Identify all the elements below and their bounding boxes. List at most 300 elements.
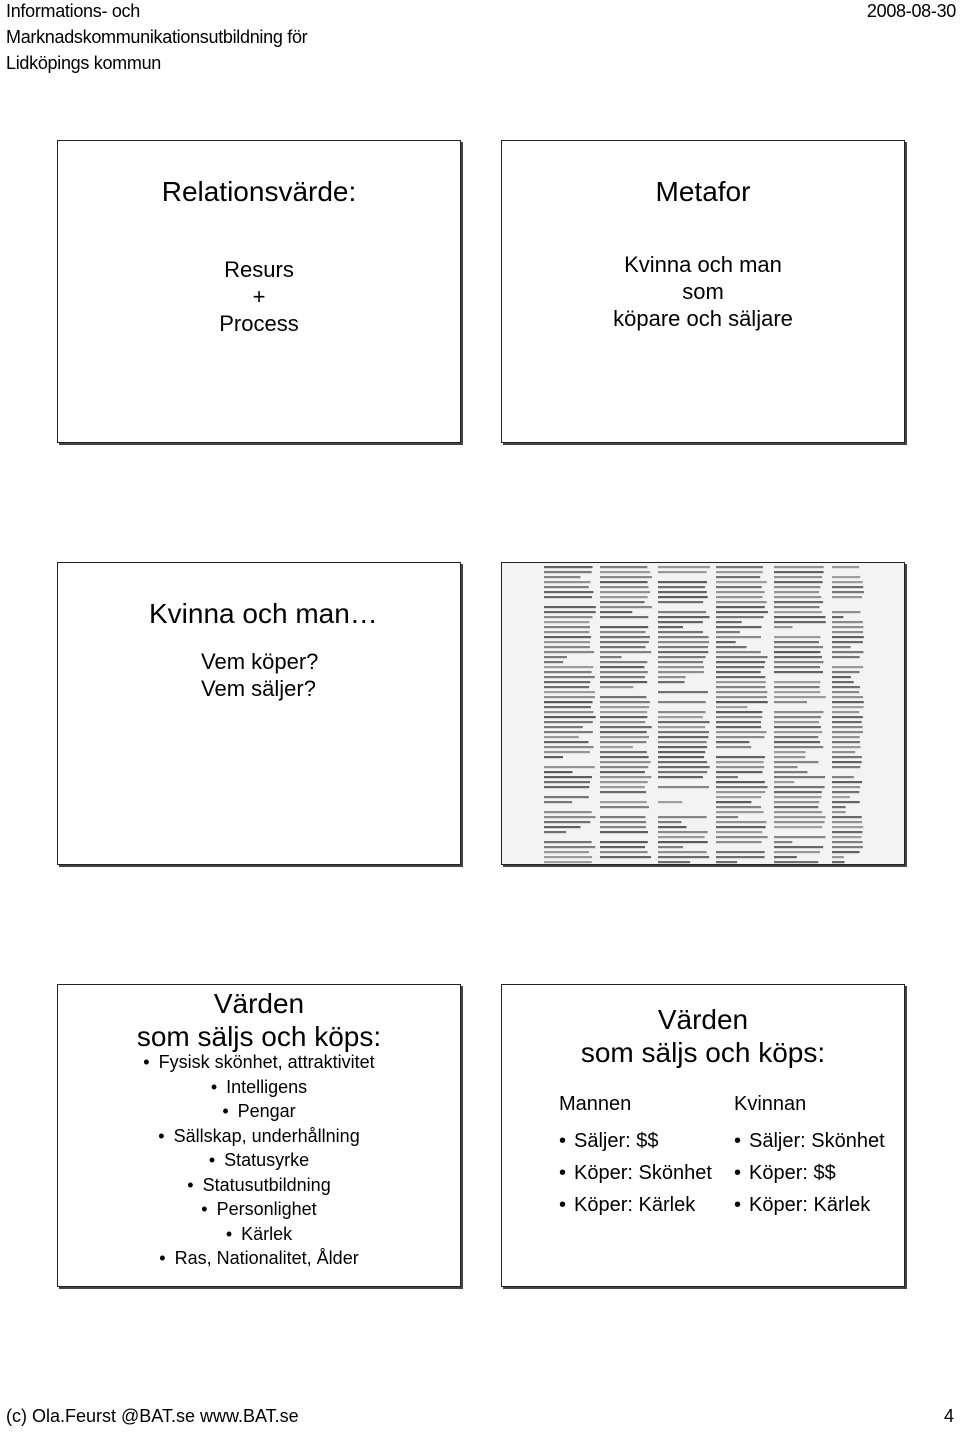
slide-kvinna-och-man <box>57 562 461 865</box>
newspaper-text-line <box>832 831 862 833</box>
newspaper-text-line <box>544 626 590 628</box>
slide-varden-comparison <box>501 984 905 1287</box>
newspaper-text-line <box>716 616 764 618</box>
newspaper-text-line <box>832 616 843 618</box>
newspaper-text-line <box>832 806 846 808</box>
newspaper-text-line <box>658 581 707 583</box>
newspaper-text-line <box>832 711 859 713</box>
newspaper-text-line <box>600 646 646 648</box>
newspaper-text-line <box>600 566 647 568</box>
newspaper-text-line <box>832 581 863 583</box>
newspaper-text-line <box>832 691 859 693</box>
newspaper-text-line <box>544 611 596 613</box>
newspaper-text-line <box>716 706 747 708</box>
bullet-item: • Fysisk skönhet, attraktivitet <box>58 1050 460 1075</box>
newspaper-text-line <box>774 636 821 638</box>
newspaper-text-line <box>716 791 765 793</box>
newspaper-text-line <box>774 726 821 728</box>
newspaper-text-line <box>832 646 851 648</box>
newspaper-text-line <box>544 856 592 858</box>
newspaper-text-line <box>544 736 579 738</box>
newspaper-text-line <box>716 816 738 818</box>
newspaper-text-line <box>716 631 740 633</box>
newspaper-text-line <box>774 621 826 623</box>
newspaper-text-line <box>600 626 648 628</box>
bullet-list <box>58 1050 460 1271</box>
newspaper-text-line <box>716 621 742 623</box>
newspaper-text-line <box>544 756 563 758</box>
newspaper-text-line <box>716 806 761 808</box>
newspaper-text-line <box>600 791 646 793</box>
newspaper-text-line <box>832 706 864 708</box>
newspaper-text-line <box>544 631 589 633</box>
bullet-item: • Ras, Nationalitet, Ålder <box>58 1246 460 1271</box>
newspaper-text-line <box>774 696 826 698</box>
newspaper-text-line <box>658 751 705 753</box>
newspaper-text-line <box>832 696 863 698</box>
newspaper-text-line <box>544 821 590 823</box>
newspaper-text-line <box>716 586 762 588</box>
newspaper-text-line <box>716 656 768 658</box>
newspaper-text-line <box>544 696 595 698</box>
newspaper-text-line <box>774 661 824 663</box>
newspaper-text-line <box>832 821 862 823</box>
newspaper-text-line <box>716 786 768 788</box>
newspaper-text-line <box>544 771 573 773</box>
slide-title-line: Värden <box>213 988 305 1019</box>
newspaper-text-line <box>658 631 703 633</box>
newspaper-text-line <box>600 671 648 673</box>
newspaper-text-line <box>716 611 768 613</box>
newspaper-text-line <box>832 636 864 638</box>
newspaper-text-line <box>716 661 765 663</box>
newspaper-text-line <box>600 841 648 843</box>
newspaper-text-line <box>600 731 647 733</box>
newspaper-text-line <box>544 646 590 648</box>
newspaper-text-line <box>544 841 592 843</box>
newspaper-text-line <box>774 816 826 818</box>
newspaper-text-line <box>544 851 589 853</box>
newspaper-text-line <box>600 711 647 713</box>
newspaper-text-line <box>774 626 793 628</box>
newspaper-text-line <box>832 576 860 578</box>
column-item: • Köper: Kärlek <box>559 1189 712 1221</box>
column-kvinnan <box>734 1091 885 1221</box>
newspaper-text-line <box>544 781 590 783</box>
newspaper-text-line <box>774 596 821 598</box>
newspaper-text-line <box>832 851 860 853</box>
newspaper-text-line <box>716 826 766 828</box>
newspaper-text-line <box>658 656 706 658</box>
newspaper-text-line <box>544 816 596 818</box>
newspaper-text-line <box>832 841 863 843</box>
newspaper-text-line <box>544 686 589 688</box>
newspaper-text-line <box>716 821 767 823</box>
newspaper-text-line <box>544 811 592 813</box>
newspaper-text-line <box>600 606 652 608</box>
newspaper-text-line <box>774 746 823 748</box>
newspaper-text-line <box>774 851 820 853</box>
newspaper-text-line <box>832 856 844 858</box>
newspaper-text-line <box>600 571 650 573</box>
newspaper-text-line <box>774 721 819 723</box>
newspaper-text-line <box>774 616 826 618</box>
slide-line: som <box>682 279 724 304</box>
slide-title-line: Värden <box>657 1004 749 1035</box>
newspaper-text-line <box>774 791 822 793</box>
newspaper-text-line <box>658 731 709 733</box>
newspaper-text-line <box>600 746 633 748</box>
newspaper-text-line <box>716 686 765 688</box>
newspaper-text-line <box>716 606 765 608</box>
newspaper-text-line <box>716 726 761 728</box>
column-heading: Kvinnan <box>734 1093 807 1115</box>
column-item: • Köper: Kärlek <box>734 1189 885 1221</box>
newspaper-text-line <box>832 666 863 668</box>
newspaper-text-line <box>600 831 648 833</box>
newspaper-text-line <box>600 631 646 633</box>
column-heading: Mannen <box>559 1093 632 1115</box>
bullet-item: • Statusyrke <box>58 1148 460 1173</box>
newspaper-text-line <box>832 836 861 838</box>
newspaper-text-line <box>544 801 572 803</box>
newspaper-text-line <box>832 751 855 753</box>
slide-line: Resurs <box>224 257 294 282</box>
newspaper-text-line <box>544 671 592 673</box>
newspaper-text-line <box>832 651 864 653</box>
newspaper-text-line <box>600 586 649 588</box>
newspaper-text-line <box>658 861 690 863</box>
newspaper-personal-ads-image <box>542 563 866 865</box>
newspaper-text-line <box>832 861 845 863</box>
newspaper-text-line <box>774 861 818 863</box>
slide-body <box>502 251 904 332</box>
newspaper-text-line <box>600 736 649 738</box>
newspaper-text-line <box>832 811 846 813</box>
newspaper-text-line <box>544 596 592 598</box>
newspaper-text-line <box>658 821 682 823</box>
newspaper-text-line <box>600 781 648 783</box>
newspaper-text-line <box>774 751 806 753</box>
newspaper-text-line <box>832 781 862 783</box>
newspaper-text-line <box>716 776 738 778</box>
newspaper-text-line <box>544 586 589 588</box>
newspaper-text-line <box>832 826 863 828</box>
newspaper-text-line <box>544 641 590 643</box>
newspaper-text-line <box>716 771 763 773</box>
newspaper-text-line <box>716 811 764 813</box>
newspaper-text-line <box>544 831 566 833</box>
newspaper-text-line <box>832 566 859 568</box>
slide-line: + <box>252 284 266 309</box>
bullet-item: • Statusutbildning <box>58 1173 460 1198</box>
newspaper-text-line <box>774 716 821 718</box>
newspaper-text-line <box>774 796 822 798</box>
newspaper-text-line <box>600 721 645 723</box>
newspaper-text-line <box>716 801 751 803</box>
newspaper-text-line <box>600 666 644 668</box>
newspaper-text-line <box>774 611 822 613</box>
header-line: Marknadskommunikationsutbildning för <box>6 27 308 47</box>
newspaper-text-line <box>544 786 589 788</box>
newspaper-text-line <box>774 821 825 823</box>
newspaper-text-line <box>774 786 825 788</box>
slide-title: Kvinna och man… <box>149 598 378 629</box>
slide-varden-list <box>57 984 461 1287</box>
newspaper-text-line <box>658 621 703 623</box>
newspaper-text-line <box>658 601 703 603</box>
newspaper-text-line <box>774 806 818 808</box>
newspaper-text-line <box>658 726 705 728</box>
newspaper-text-line <box>774 841 792 843</box>
newspaper-text-line <box>544 751 590 753</box>
newspaper-text-line <box>716 666 764 668</box>
newspaper-text-line <box>832 621 863 623</box>
newspaper-text-line <box>774 581 823 583</box>
newspaper-text-line <box>716 641 736 643</box>
newspaper-text-line <box>774 811 822 813</box>
newspaper-text-line <box>774 656 822 658</box>
newspaper-text-line <box>832 596 862 598</box>
newspaper-text-line <box>774 576 822 578</box>
newspaper-text-line <box>716 721 761 723</box>
newspaper-text-line <box>832 731 863 733</box>
slide-relationsvarde <box>57 140 461 443</box>
newspaper-text-line <box>716 736 764 738</box>
newspaper-text-line <box>832 676 851 678</box>
newspaper-text-line <box>544 731 593 733</box>
slide-title-line: som säljs och köps: <box>580 1037 826 1068</box>
newspaper-text-line <box>658 596 708 598</box>
newspaper-text-line <box>658 756 704 758</box>
newspaper-text-line <box>832 786 860 788</box>
header-line: Informations- och <box>6 1 140 21</box>
newspaper-text-line <box>658 616 710 618</box>
slide-title: Metafor <box>655 176 751 207</box>
newspaper-text-line <box>658 681 685 683</box>
newspaper-text-line <box>658 856 709 858</box>
slide-body <box>58 256 460 337</box>
newspaper-text-line <box>716 571 763 573</box>
slide-title: Relationsvärde: <box>161 176 357 207</box>
newspaper-text-line <box>832 681 854 683</box>
newspaper-text-line <box>774 736 818 738</box>
newspaper-text-line <box>774 781 794 783</box>
newspaper-text-line <box>774 731 822 733</box>
newspaper-text-line <box>774 651 820 653</box>
newspaper-text-line <box>600 856 651 858</box>
newspaper-text-line <box>600 846 645 848</box>
newspaper-text-line <box>544 706 591 708</box>
slide-line: Vem köper? <box>201 649 319 674</box>
newspaper-text-line <box>774 756 805 758</box>
bullet-item: • Pengar <box>58 1099 460 1124</box>
newspaper-text-line <box>832 816 862 818</box>
newspaper-text-line <box>600 741 646 743</box>
newspaper-text-line <box>600 701 650 703</box>
page-number: 4 <box>943 1406 954 1426</box>
newspaper-text-line <box>832 586 863 588</box>
newspaper-text-line <box>658 691 708 693</box>
newspaper-text-line <box>658 701 706 703</box>
newspaper-text-line <box>544 606 596 608</box>
newspaper-text-line <box>832 641 863 643</box>
newspaper-text-line <box>832 656 860 658</box>
newspaper-text-line <box>716 796 761 798</box>
newspaper-text-line <box>832 756 862 758</box>
newspaper-text-line <box>544 676 595 678</box>
newspaper-text-line <box>544 826 581 828</box>
newspaper-text-line <box>544 666 593 668</box>
newspaper-text-line <box>658 836 705 838</box>
newspaper-text-line <box>658 651 708 653</box>
newspaper-text-line <box>544 716 596 718</box>
newspaper-text-line <box>774 761 818 763</box>
newspaper-text-line <box>774 836 825 838</box>
newspaper-text-line <box>658 771 707 773</box>
newspaper-text-line <box>716 781 765 783</box>
newspaper-text-line <box>658 586 705 588</box>
slide-title-line: som säljs och köps: <box>136 1021 382 1052</box>
header-line: Lidköpings kommun <box>6 53 161 73</box>
newspaper-text-line <box>658 646 708 648</box>
bullet-item: • Sällskap, underhållning <box>58 1124 460 1149</box>
newspaper-text-line <box>600 766 648 768</box>
newspaper-text-line <box>658 636 709 638</box>
newspaper-text-line <box>600 716 647 718</box>
newspaper-text-line <box>832 766 860 768</box>
footer-copyright: (c) Ola.Feurst @BAT.se www.BAT.se <box>6 1406 299 1426</box>
newspaper-text-line <box>716 761 764 763</box>
newspaper-text-line <box>774 566 824 568</box>
newspaper-text-line <box>544 591 593 593</box>
newspaper-text-line <box>600 686 633 688</box>
newspaper-text-line <box>658 711 706 713</box>
newspaper-text-line <box>832 761 862 763</box>
newspaper-text-line <box>658 591 707 593</box>
newspaper-text-line <box>544 796 589 798</box>
newspaper-text-line <box>716 591 765 593</box>
slide-line: köpare och säljare <box>613 306 793 331</box>
newspaper-text-line <box>544 721 593 723</box>
newspaper-text-line <box>544 701 593 703</box>
newspaper-text-line <box>774 586 821 588</box>
newspaper-text-line <box>544 681 590 683</box>
newspaper-text-line <box>774 671 823 673</box>
newspaper-text-line <box>716 646 747 648</box>
bullet-item: • Intelligens <box>58 1075 460 1100</box>
newspaper-text-line <box>658 816 707 818</box>
newspaper-text-line <box>600 581 648 583</box>
column-item: • Köper: $$ <box>734 1157 885 1189</box>
newspaper-text-line <box>832 626 863 628</box>
newspaper-text-line <box>774 606 820 608</box>
newspaper-text-line <box>832 701 864 703</box>
newspaper-text-line <box>832 716 863 718</box>
newspaper-text-line <box>600 576 652 578</box>
newspaper-text-line <box>600 726 652 728</box>
newspaper-text-line <box>658 761 707 763</box>
newspaper-text-line <box>658 786 709 788</box>
newspaper-text-line <box>600 851 648 853</box>
newspaper-text-line <box>774 601 823 603</box>
newspaper-text-line <box>774 741 820 743</box>
newspaper-text-line <box>774 771 808 773</box>
newspaper-text-line <box>600 756 649 758</box>
newspaper-text-line <box>716 601 767 603</box>
newspaper-text-line <box>716 716 762 718</box>
newspaper-text-line <box>658 746 707 748</box>
newspaper-text-line <box>658 736 708 738</box>
newspaper-text-line <box>832 591 864 593</box>
slide-metafor <box>501 140 905 443</box>
newspaper-text-line <box>716 671 761 673</box>
newspaper-text-line <box>544 726 583 728</box>
newspaper-text-line <box>832 801 860 803</box>
newspaper-text-line <box>774 681 820 683</box>
newspaper-text-line <box>774 646 823 648</box>
newspaper-text-line <box>832 631 863 633</box>
newspaper-text-line <box>600 776 651 778</box>
newspaper-text-line <box>832 736 860 738</box>
newspaper-text-line <box>600 786 645 788</box>
newspaper-text-line <box>716 711 762 713</box>
newspaper-text-line <box>600 681 647 683</box>
newspaper-text-line <box>716 636 761 638</box>
newspaper-text-line <box>774 666 820 668</box>
newspaper-text-line <box>658 666 704 668</box>
newspaper-text-line <box>544 691 595 693</box>
newspaper-text-line <box>716 851 765 853</box>
newspaper-text-line <box>716 731 767 733</box>
slide-title <box>502 1003 904 1069</box>
newspaper-text-line <box>600 761 651 763</box>
newspaper-text-line <box>774 766 798 768</box>
newspaper-text-line <box>716 831 762 833</box>
newspaper-text-line <box>600 636 650 638</box>
newspaper-text-line <box>544 581 590 583</box>
newspaper-text-line <box>600 656 622 658</box>
newspaper-text-line <box>832 686 860 688</box>
newspaper-text-line <box>774 701 807 703</box>
newspaper-text-line <box>716 691 767 693</box>
newspaper-text-line <box>716 681 766 683</box>
newspaper-text-line <box>544 616 593 618</box>
slide-line: Vem säljer? <box>201 676 316 701</box>
newspaper-text-line <box>544 571 592 573</box>
newspaper-text-line <box>600 601 645 603</box>
column-item: • Säljer: Skönhet <box>734 1125 885 1157</box>
newspaper-text-line <box>774 641 819 643</box>
document-header-left <box>6 0 307 76</box>
newspaper-text-line <box>716 836 768 838</box>
slide-line: Kvinna och man <box>624 252 782 277</box>
newspaper-text-line <box>774 711 824 713</box>
newspaper-text-line <box>774 856 797 858</box>
newspaper-text-line <box>600 816 645 818</box>
newspaper-text-line <box>716 676 765 678</box>
newspaper-text-line <box>716 746 751 748</box>
newspaper-text-line <box>544 776 592 778</box>
newspaper-text-line <box>716 766 764 768</box>
newspaper-text-line <box>658 641 709 643</box>
newspaper-text-line <box>716 576 760 578</box>
newspaper-text-line <box>658 661 703 663</box>
newspaper-text-line <box>658 676 686 678</box>
newspaper-text-line <box>600 641 649 643</box>
newspaper-text-line <box>832 791 859 793</box>
newspaper-text-line <box>658 741 707 743</box>
